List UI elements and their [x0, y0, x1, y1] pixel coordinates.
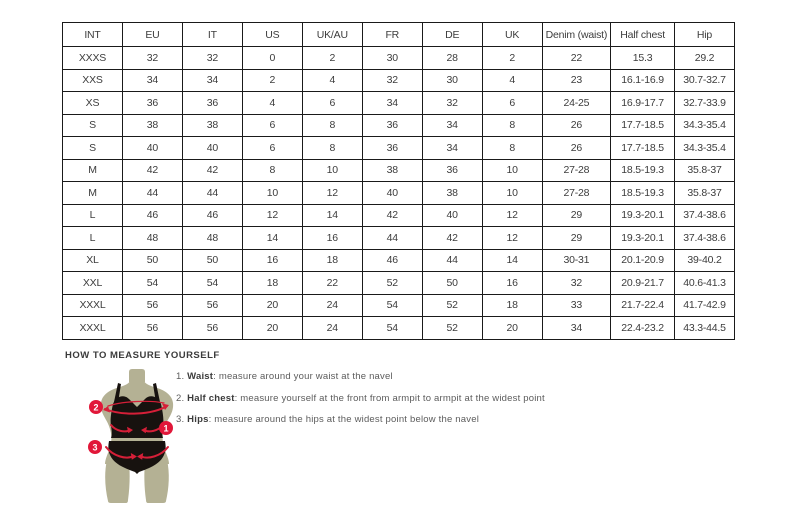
size-cell: 20 — [242, 294, 302, 317]
size-cell: 36 — [422, 159, 482, 182]
column-header: UK — [482, 23, 542, 47]
size-cell: XXXS — [63, 47, 123, 70]
size-cell: 14 — [242, 227, 302, 250]
size-cell: 36 — [182, 92, 242, 115]
size-cell: 46 — [182, 204, 242, 227]
size-cell: 42 — [422, 227, 482, 250]
size-cell: 24-25 — [542, 92, 611, 115]
size-cell: 6 — [302, 92, 362, 115]
size-cell: 39-40.2 — [675, 249, 735, 272]
size-cell: 6 — [242, 137, 302, 160]
size-cell: 23 — [542, 69, 611, 92]
size-cell: 27-28 — [542, 182, 611, 205]
size-cell: 12 — [482, 204, 542, 227]
size-row — [63, 114, 735, 137]
size-cell: 10 — [482, 182, 542, 205]
size-cell: 30 — [422, 69, 482, 92]
size-cell: 8 — [242, 159, 302, 182]
column-header: INT — [63, 23, 123, 47]
size-cell: 32.7-33.9 — [675, 92, 735, 115]
size-cell: 34 — [422, 114, 482, 137]
size-cell: XL — [63, 249, 123, 272]
size-cell: 52 — [362, 272, 422, 295]
size-cell: 16 — [482, 272, 542, 295]
size-cell: 20.1-20.9 — [611, 249, 675, 272]
size-cell: 29 — [542, 227, 611, 250]
table-header-row — [63, 23, 735, 47]
size-cell: 2 — [242, 69, 302, 92]
size-cell: 34 — [122, 69, 182, 92]
size-cell: S — [63, 114, 123, 137]
size-row — [63, 69, 735, 92]
badge-chest-number: 2 — [93, 402, 99, 413]
size-cell: 36 — [122, 92, 182, 115]
size-cell: 30-31 — [542, 249, 611, 272]
size-cell: 32 — [422, 92, 482, 115]
size-cell: 6 — [242, 114, 302, 137]
size-cell: 8 — [302, 137, 362, 160]
size-cell: 24 — [302, 317, 362, 340]
size-cell: 27-28 — [542, 159, 611, 182]
size-row — [63, 182, 735, 205]
size-cell: 2 — [482, 47, 542, 70]
size-cell: 40.6-41.3 — [675, 272, 735, 295]
size-cell: 48 — [182, 227, 242, 250]
size-cell: 6 — [482, 92, 542, 115]
measure-instructions — [176, 370, 636, 435]
size-cell: 14 — [302, 204, 362, 227]
size-cell: 42 — [182, 159, 242, 182]
size-cell: 40 — [182, 137, 242, 160]
size-cell: 16.1-16.9 — [611, 69, 675, 92]
column-header: DE — [422, 23, 482, 47]
step-number: 3. — [176, 414, 185, 425]
size-cell: 4 — [482, 69, 542, 92]
size-cell: 38 — [122, 114, 182, 137]
measure-step-half-chest — [176, 392, 636, 405]
size-cell: XXL — [63, 272, 123, 295]
size-cell: 52 — [422, 294, 482, 317]
size-cell: 24 — [302, 294, 362, 317]
column-header: FR — [362, 23, 422, 47]
size-cell: L — [63, 227, 123, 250]
size-cell: 17.7-18.5 — [611, 137, 675, 160]
size-cell: 40 — [122, 137, 182, 160]
size-cell: XXXL — [63, 294, 123, 317]
size-cell: 34.3-35.4 — [675, 114, 735, 137]
size-cell: M — [63, 159, 123, 182]
size-cell: 30.7-32.7 — [675, 69, 735, 92]
badge-hips-number: 3 — [92, 442, 98, 453]
size-cell: 28 — [422, 47, 482, 70]
size-cell: 46 — [362, 249, 422, 272]
size-cell: 44 — [422, 249, 482, 272]
size-cell: 2 — [302, 47, 362, 70]
size-cell: 44 — [122, 182, 182, 205]
size-cell: 36 — [362, 137, 422, 160]
column-header: Denim (waist) — [542, 23, 611, 47]
step-number: 1. — [176, 371, 185, 382]
size-cell: 34 — [542, 317, 611, 340]
size-row — [63, 137, 735, 160]
measure-step-waist — [176, 370, 636, 383]
size-row — [63, 249, 735, 272]
size-cell: 4 — [302, 69, 362, 92]
size-cell: 40 — [362, 182, 422, 205]
size-cell: 18 — [302, 249, 362, 272]
size-cell: 40 — [422, 204, 482, 227]
size-cell: 42 — [362, 204, 422, 227]
size-cell: 46 — [122, 204, 182, 227]
size-cell: 56 — [122, 317, 182, 340]
step-label: Half chest — [187, 392, 235, 404]
size-cell: 4 — [242, 92, 302, 115]
size-cell: 16.9-17.7 — [611, 92, 675, 115]
size-cell: 37.4-38.6 — [675, 227, 735, 250]
size-cell: 22 — [542, 47, 611, 70]
size-cell: 10 — [302, 159, 362, 182]
size-cell: 32 — [122, 47, 182, 70]
size-cell: 44 — [362, 227, 422, 250]
step-number: 2. — [176, 392, 185, 404]
size-cell: 21.7-22.4 — [611, 294, 675, 317]
size-table-container — [62, 22, 735, 334]
size-cell: 20 — [242, 317, 302, 340]
step-text: : measure around the hips at the widest point below the navel — [208, 414, 480, 425]
size-cell: 10 — [242, 182, 302, 205]
column-header: Half chest — [611, 23, 675, 47]
size-row — [63, 227, 735, 250]
size-cell: 26 — [542, 114, 611, 137]
column-header: Hip — [675, 23, 735, 47]
size-cell: 32 — [362, 69, 422, 92]
step-text: : measure yourself at the front from armpit to armpit at the widest point — [234, 392, 545, 404]
size-cell: 10 — [482, 159, 542, 182]
size-cell: 35.8-37 — [675, 159, 735, 182]
size-cell: 50 — [122, 249, 182, 272]
size-cell: 32 — [182, 47, 242, 70]
size-cell: 52 — [422, 317, 482, 340]
size-cell: 38 — [422, 182, 482, 205]
size-cell: M — [63, 182, 123, 205]
size-cell: 48 — [122, 227, 182, 250]
size-cell: 50 — [422, 272, 482, 295]
size-cell: 22.4-23.2 — [611, 317, 675, 340]
size-cell: 38 — [182, 114, 242, 137]
size-cell: 16 — [242, 249, 302, 272]
size-cell: 34 — [362, 92, 422, 115]
size-cell: 29.2 — [675, 47, 735, 70]
size-cell: 32 — [542, 272, 611, 295]
size-cell: 54 — [362, 294, 422, 317]
size-cell: 8 — [482, 137, 542, 160]
column-header: US — [242, 23, 302, 47]
size-cell: 20 — [482, 317, 542, 340]
size-cell: 26 — [542, 137, 611, 160]
size-cell: 36 — [362, 114, 422, 137]
size-cell: 12 — [482, 227, 542, 250]
step-label: Hips — [187, 414, 209, 425]
size-cell: 34 — [422, 137, 482, 160]
badge-waist-number: 1 — [163, 423, 169, 434]
size-cell: 43.3-44.5 — [675, 317, 735, 340]
size-cell: 56 — [182, 294, 242, 317]
size-row — [63, 204, 735, 227]
size-cell: L — [63, 204, 123, 227]
size-cell: 18.5-19.3 — [611, 159, 675, 182]
size-table — [62, 22, 735, 340]
size-cell: 14 — [482, 249, 542, 272]
size-cell: 50 — [182, 249, 242, 272]
size-cell: 35.8-37 — [675, 182, 735, 205]
size-cell: 12 — [302, 182, 362, 205]
size-cell: XXS — [63, 69, 123, 92]
size-row — [63, 47, 735, 70]
measure-section-title: HOW TO MEASURE YOURSELF — [65, 350, 220, 361]
step-label: Waist — [187, 371, 214, 382]
size-cell: 30 — [362, 47, 422, 70]
size-cell: 18 — [242, 272, 302, 295]
size-cell: 41.7-42.9 — [675, 294, 735, 317]
size-cell: 20.9-21.7 — [611, 272, 675, 295]
size-cell: 18 — [482, 294, 542, 317]
size-row — [63, 272, 735, 295]
size-cell: 22 — [302, 272, 362, 295]
size-cell: 34.3-35.4 — [675, 137, 735, 160]
size-cell: 54 — [122, 272, 182, 295]
size-cell: 19.3-20.1 — [611, 227, 675, 250]
size-cell: XS — [63, 92, 123, 115]
size-cell: 37.4-38.6 — [675, 204, 735, 227]
size-cell: 18.5-19.3 — [611, 182, 675, 205]
size-cell: 33 — [542, 294, 611, 317]
size-cell: 54 — [362, 317, 422, 340]
size-cell: 38 — [362, 159, 422, 182]
size-cell: 34 — [182, 69, 242, 92]
size-cell: 0 — [242, 47, 302, 70]
column-header: EU — [122, 23, 182, 47]
size-row — [63, 317, 735, 340]
size-cell: 12 — [242, 204, 302, 227]
size-cell: 8 — [482, 114, 542, 137]
size-row — [63, 294, 735, 317]
size-cell: 42 — [122, 159, 182, 182]
size-cell: 54 — [182, 272, 242, 295]
column-header: IT — [182, 23, 242, 47]
size-cell: 19.3-20.1 — [611, 204, 675, 227]
size-cell: 15.3 — [611, 47, 675, 70]
size-cell: 8 — [302, 114, 362, 137]
measure-step-hips — [176, 413, 636, 426]
size-cell: 29 — [542, 204, 611, 227]
size-cell: 44 — [182, 182, 242, 205]
step-text: : measure around your waist at the navel — [213, 371, 393, 382]
size-cell: XXXL — [63, 317, 123, 340]
size-cell: 17.7-18.5 — [611, 114, 675, 137]
size-cell: 56 — [122, 294, 182, 317]
size-cell: S — [63, 137, 123, 160]
column-header: UK/AU — [302, 23, 362, 47]
size-cell: 16 — [302, 227, 362, 250]
size-row — [63, 92, 735, 115]
size-cell: 56 — [182, 317, 242, 340]
size-row — [63, 159, 735, 182]
